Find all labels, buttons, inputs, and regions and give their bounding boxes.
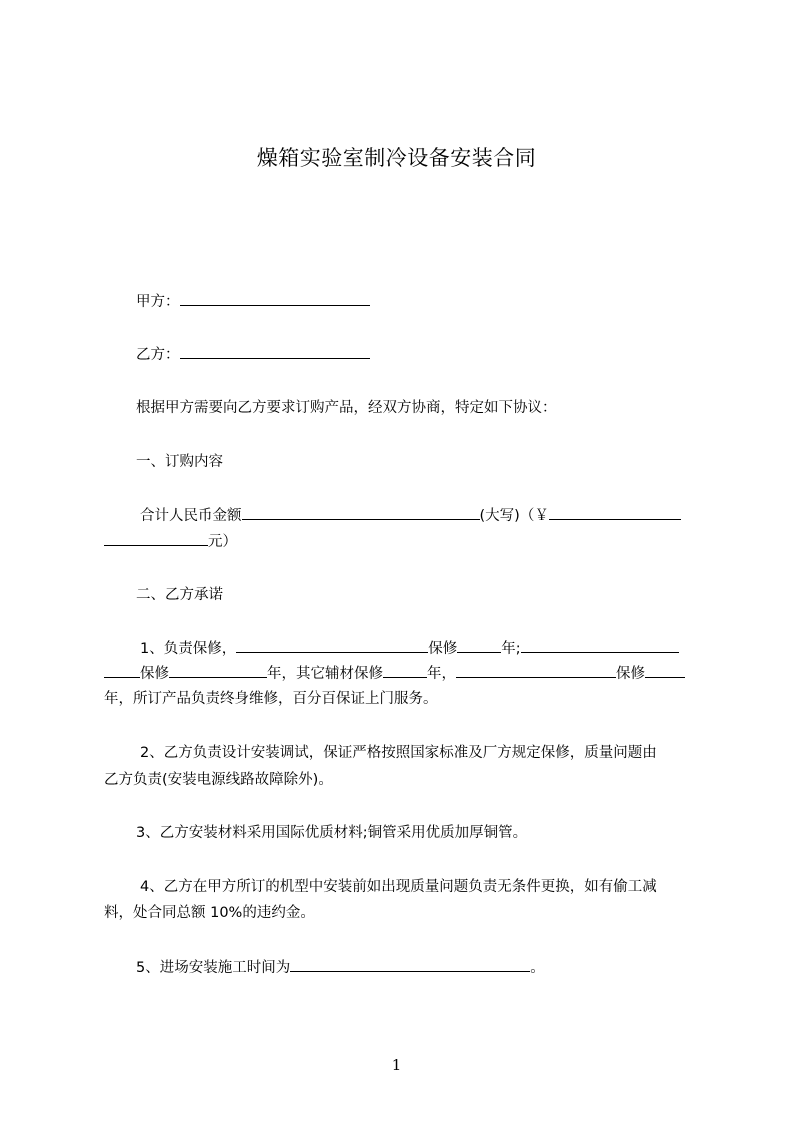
item1-blank-h [645,663,685,678]
party-b-line [136,344,370,365]
item5-blank [290,957,530,972]
party-b-label: 乙方： [136,347,180,363]
amount-line [140,505,681,526]
amount-capital-blank [242,505,480,520]
item1-blank-e [169,663,267,678]
item1-blank-c [521,638,679,653]
item1-year-aux: 年，其它辅材保修 [267,666,383,682]
item1-blank-f [383,663,427,678]
item2-line2: 乙方负责(安装电源线路故障除外)。 [104,772,333,788]
party-b-blank [180,344,370,359]
item1-blank-g [456,663,616,678]
item1-blank-a [236,638,428,653]
contract-title: 燥箱实验室制冷设备安装合同 [256,146,537,170]
party-a-line [136,291,370,312]
section2-heading: 二、乙方承诺 [136,587,223,603]
party-a-blank [180,291,370,306]
page-number: 1 [391,1056,402,1074]
item1-year1: 年; [501,641,521,657]
amount-capital-label: (大写)（￥ [479,508,549,524]
amount-line-cont [104,531,237,552]
item5-lead: 5、进场安装施工时间为 [136,960,291,976]
item1-lead: 1、负责保修， [140,641,237,657]
amount-number-blank [549,505,681,520]
amount-number-blank-cont [104,531,208,546]
item1-line1 [140,638,679,659]
amount-yuan: 元） [208,534,237,550]
item1-warranty3: 保修 [616,666,645,682]
item1-blank-b [457,638,501,653]
section1-heading: 一、订购内容 [136,454,223,470]
item3-line: 3、乙方安装材料采用国际优质材料;铜管采用优质加厚铜管。 [136,825,528,841]
item5-line [136,957,545,978]
item1-line2 [104,663,685,684]
item1-blank-d [104,663,140,678]
item1-warranty2: 保修 [140,666,169,682]
item5-end: 。 [530,960,545,976]
amount-label: 合计人民币金额 [140,508,242,524]
intro-text: 根据甲方需要向乙方要求订购产品，经双方协商，特定如下协议： [136,400,557,416]
item1-warranty1: 保修 [428,641,458,657]
item4-line2: 料，处合同总额 10%的违约金。 [104,905,315,921]
party-a-label: 甲方： [136,294,180,310]
item1-line3: 年，所订产品负责终身维修，百分百保证上门服务。 [104,691,438,707]
item2-line1: 2、乙方负责设计安装调试，保证严格按照国家标准及厂方规定保修，质量问题由 [140,745,657,761]
item1-year2: 年， [427,666,456,682]
item4-line1: 4、乙方在甲方所订的机型中安装前如出现质量问题负责无条件更换，如有偷工减 [140,879,657,895]
